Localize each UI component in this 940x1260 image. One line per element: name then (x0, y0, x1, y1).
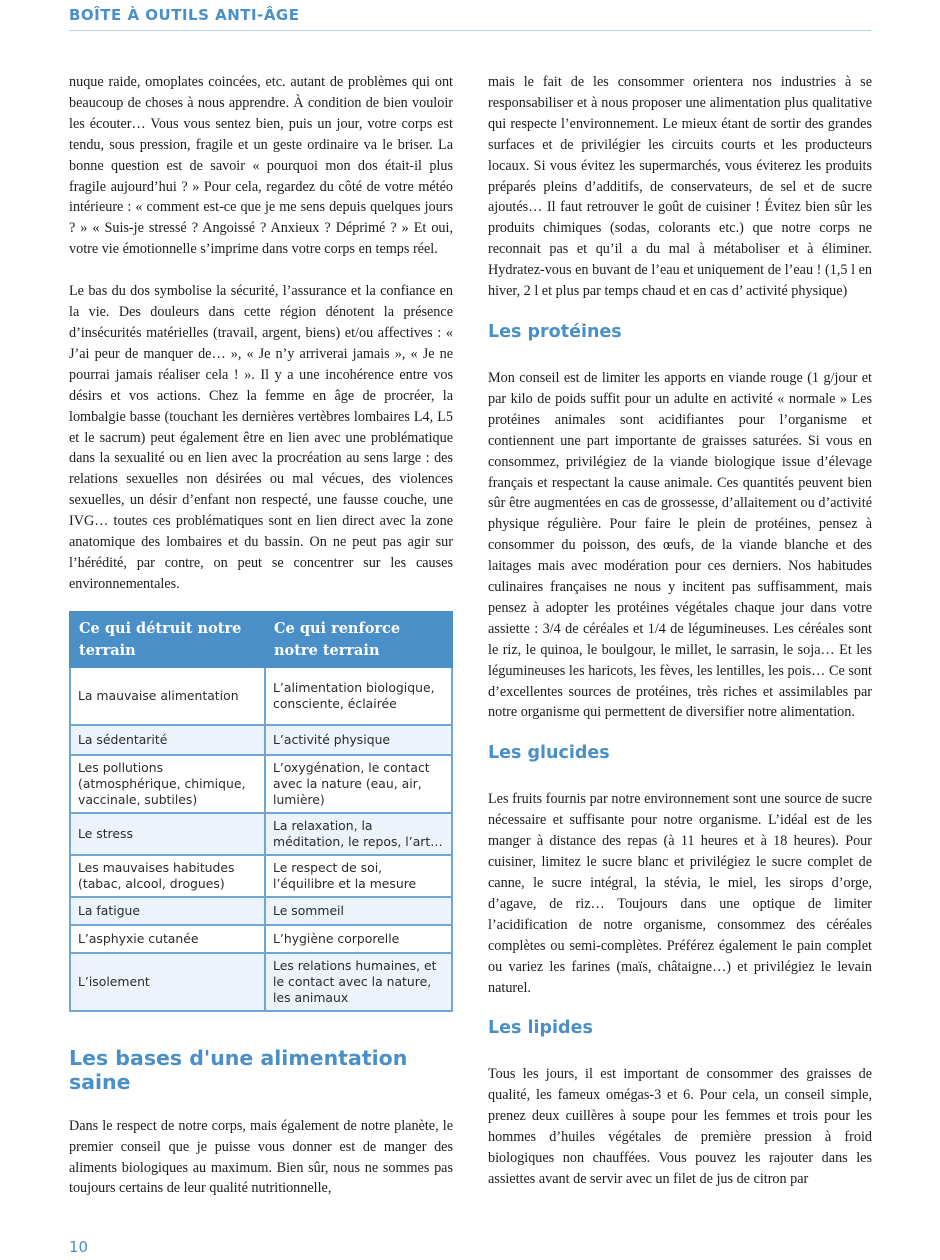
table-header-strengthens: Ce qui renforce notre terrain (265, 612, 452, 667)
subsection-title-proteines: Les protéines (488, 321, 622, 342)
right-column (488, 72, 872, 1190)
table-row (70, 755, 452, 813)
table-cell: La relaxation, la méditation, le repos, l’art… (265, 813, 452, 855)
table-cell: La sédentarité (70, 725, 265, 755)
table-cell: L’alimentation biologique, consciente, éclairée (265, 667, 452, 725)
table-cell: Les pollutions (atmosphérique, chimique, vaccinale, subtiles) (70, 755, 265, 813)
table-cell: L’hygiène corporelle (265, 925, 452, 953)
table-row (70, 953, 452, 1011)
table-row (70, 813, 452, 855)
table-row (70, 855, 452, 897)
page-number: 10 (69, 1238, 89, 1256)
table-cell: L’asphyxie cutanée (70, 925, 265, 953)
table-row (70, 897, 452, 925)
table-cell: L’isolement (70, 953, 265, 1011)
table-row (70, 667, 452, 725)
paragraph: nuque raide, omoplates coincées, etc. autant de problèmes qui ont beaucoup de choses à nous apprendre. À condition de bien vouloir les écouter… Vous vous sentez bien, puis un jour, votre corps est tendu, sous pression, fragile et un geste ordinaire va le briser. La bonne question est de savoir « pourquoi mon dos était-il plus fragile aujourd’hui ? » Pour cela, regardez du côté de votre météo intérieure : « comment est-ce que je me sens depuis quelques jours ? » « Suis-je stressé ? Angoissé ? Anxieux ? Déprimé ? » Et oui, votre vie émotionnelle s’imprime dans votre corps en temps réel. (69, 74, 453, 258)
table-cell: L’activité physique (265, 725, 452, 755)
terrain-table (69, 611, 453, 1012)
table-cell: Les mauvaises habitudes (tabac, alcool, drogues) (70, 855, 265, 897)
table-cell: La mauvaise alimentation (70, 667, 265, 725)
section-title: Les bases d'une alimentation saine (69, 1045, 408, 1094)
table-row (70, 925, 452, 953)
paragraph: mais le fait de les consommer orientera nos industries à se responsabiliser et à nous proposer une alimentation plus qualitative qui respecte l’environnement. Le mieux étant de sortir des grandes surfaces et de privilégier les circuits courts et les producteurs locaux. Si vous évitez les supermarchés, vous éviterez les produits préparés pleins d’additifs, de conservateurs, de sel et de sucre ajoutés… Il faut retrouver le goût de cuisiner ! Évitez bien sûr les produits chimiques (sodas, colorants etc.) que notre corps ne reconnait pas et qu’il a du mal à métaboliser et à éliminer. Hydratez-vous en buvant de l’eau et uniquement de l’eau ! (1,5 l en hiver, 2 l et plus par temps chaud et en cas d’ activité physique) (488, 74, 872, 300)
subsection-title-glucides: Les glucides (488, 743, 610, 764)
table-cell: Le respect de soi, l’équilibre et la mesure (265, 855, 452, 897)
header-divider (69, 30, 871, 31)
subsection-title-lipides: Les lipides (488, 1018, 593, 1039)
running-header: BOÎTE À OUTILS ANTI-ÂGE (69, 6, 300, 24)
table-cell: Le stress (70, 813, 265, 855)
paragraph: Tous les jours, il est important de consommer des graisses de qualité, les fameux omégas-3 et 6. Pour cela, un conseil simple, prenez deux cuillères à soupe pour les femmes et trois pour les hommes d’huiles végétales de première pression à froid biologiques non chauffées. Vous pouvez les rajouter dans les assiettes avant de servir avec un filet de jus de citron par (488, 1066, 872, 1187)
paragraph: Le bas du dos symbolise la sécurité, l’assurance et la confiance en la vie. Des douleurs dans cette région dénotent la présence d’insécurités matérielles (travail, argent, biens) et/ou affectives : « J’ai peur de manquer de… », « Je n’y arriverai jamais », « Je ne pourrai jamais réaliser cela ! ». Il y a une incohérence entre vos désirs et vos actions. Chez la femme en âge de procréer, la lombalgie basse (touchant les dernières vertèbres lombaires L4, L5 et le sacrum) peut également être en lien avec une problématique dans la sexualité ou en lien avec la procréation au sens large : des relations sexuelles non désirées ou mal vécues, des violences sexuelles, un désir d’enfant non respecté, une fausse couche, une IVG… toutes ces problématiques sont en lien direct avec la zone anatomique des lombaires et du bassin. On ne peut pas agir sur l’hérédité, par contre, on peut se concentrer sur les causes environnementales. (69, 283, 453, 592)
table-cell: Le sommeil (265, 897, 452, 925)
paragraph: Dans le respect de notre corps, mais également de notre planète, le premier conseil que je puisse vous donner est de manger des aliments biologiques au maximum. Bien sûr, nous ne sommes pas toujours certains de leur qualité nutritionnelle, (69, 1117, 453, 1197)
table-header-destroys: Ce qui détruit notre terrain (70, 612, 265, 667)
table-header-row (70, 612, 452, 667)
table-cell: La fatigue (70, 897, 265, 925)
paragraph: Les fruits fournis par notre environnement sont une source de sucre nécessaire et suffisante pour notre organisme. L’idéal est de les manger à distance des repas (à 11 heures et à 18 heures). Pour cuisiner, limitez le sucre blanc et privilégiez le sucre complet de canne, le sucre intégral, la stévia, le miel, les sirops d’orge, d’agave, de riz… Toujours dans une optique de limiter l’acidification de notre organisme, consommez des céréales complètes ou semi-complètes. Préférez également le pain complet ou variez les farines (maïs, châtaigne…) et privilégiez le levain naturel. (488, 791, 872, 996)
left-column (69, 72, 453, 1199)
table-cell: Les relations humaines, et le contact avec la nature, les animaux (265, 953, 452, 1011)
table-row (70, 725, 452, 755)
table-cell: L’oxygénation, le contact avec la nature (eau, air, lumière) (265, 755, 452, 813)
paragraph: Mon conseil est de limiter les apports en viande rouge (1 g/jour et par kilo de poids suffit pour un adulte en activité « normale » Les protéines animales sont acidifiantes pour l’organisme et contiennent une part importante de graisses saturées. Si vous en consommez, privilégiez de la viande biologique issue d’élevage français et respectant la cause animale. Ces quantités peuvent bien sûr être augmentées en cas de grossesse, d’allaitement ou d’activité physique régulière. Pour faire le plein de protéines, pensez à consommer du poisson, des œufs, de la viande blanche et des laitages mais avec modération pour ces derniers. Nos habitudes culinaires françaises ne nous y incitent pas suffisamment, mais pensez à adopter les protéines végétales chaque jour dans votre assiette : 3/4 de céréales et 1/4 de légumineuses. Les céréales sont le riz, le quinoa, le boulgour, le millet, le sarrasin, le soja… Et les légumineuses les haricots, les fèves, les lentilles, les pois… Ce sont d’excellentes sources de protéines, très riches et assimilables par notre organisme qui permettent de diversifier notre alimentation. (488, 369, 872, 721)
